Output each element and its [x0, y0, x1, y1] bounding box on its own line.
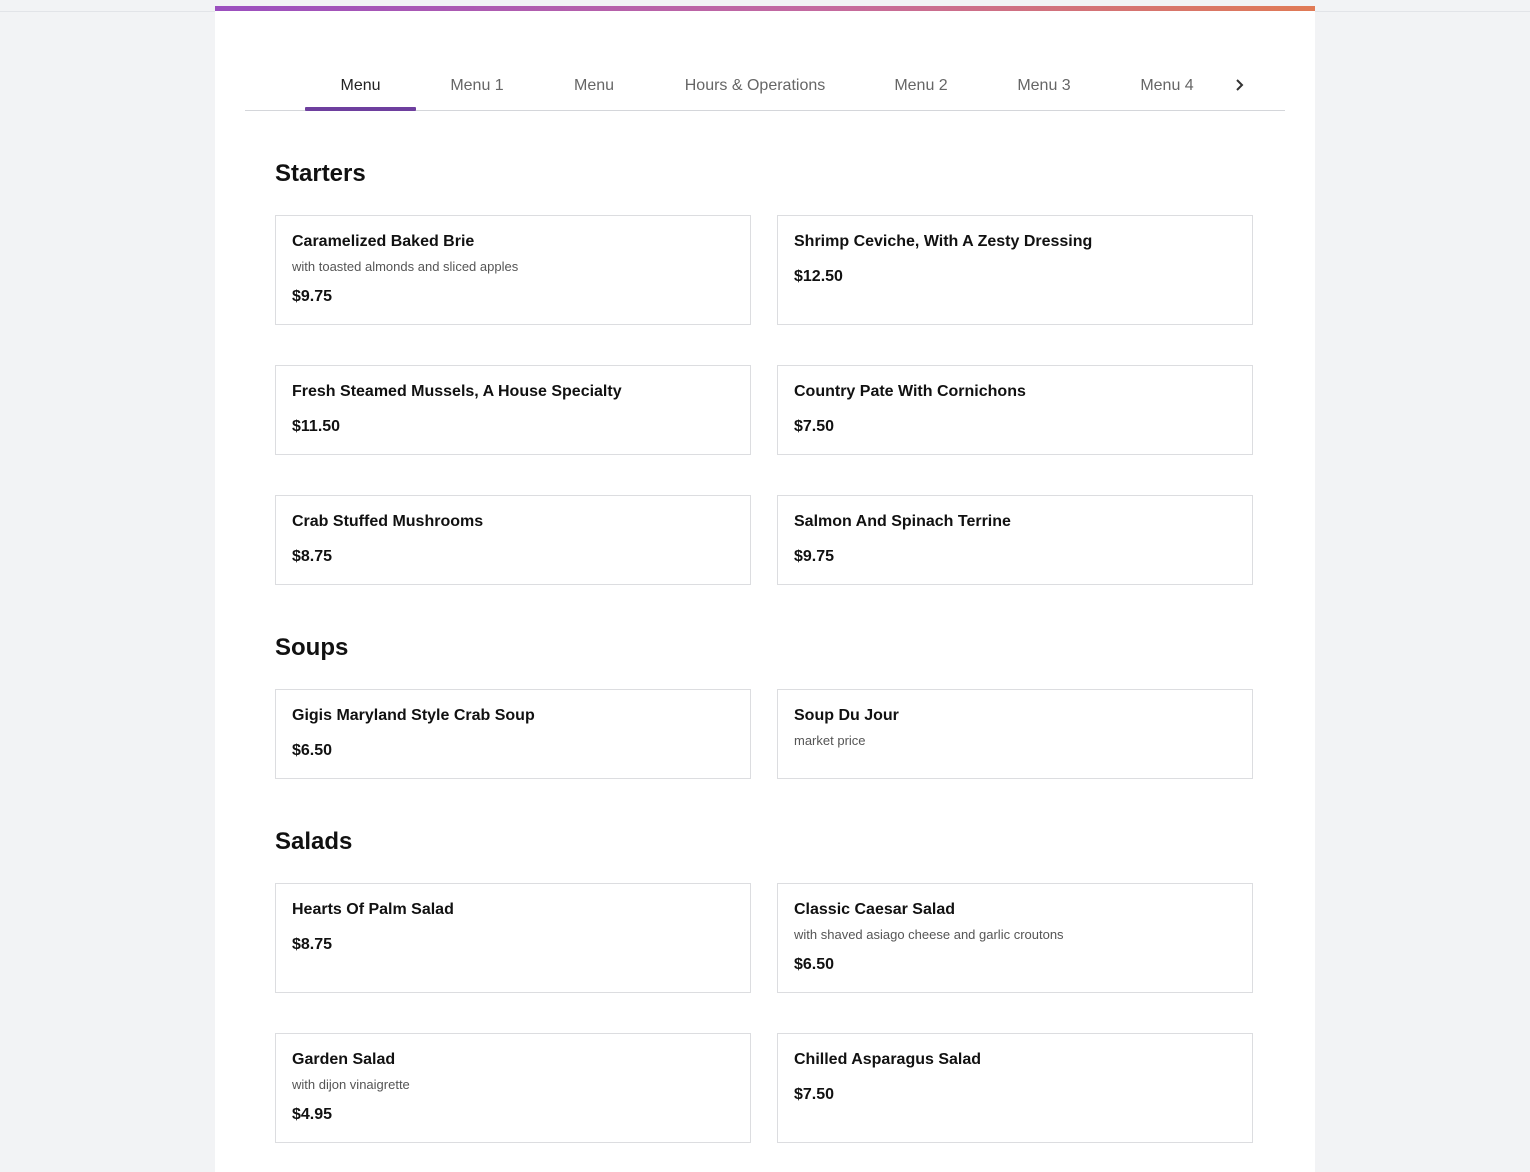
tab-menu-3[interactable]: Menu 3: [1017, 77, 1071, 94]
item-name: Soup Du Jour: [794, 707, 899, 724]
menu-item: [275, 215, 751, 325]
item-price: $6.50: [794, 956, 835, 973]
tab-menu-alt[interactable]: Menu: [573, 77, 615, 94]
tabs-scroll-right-button[interactable]: [1225, 74, 1255, 98]
menu-item: [275, 689, 751, 779]
tab-menu-1[interactable]: Menu 1: [450, 77, 504, 94]
item-description: with dijon vinaigrette: [292, 1077, 410, 1092]
menu-item: [777, 365, 1253, 455]
menu-item: [275, 495, 751, 585]
menu-container: [215, 6, 1315, 1172]
item-price: $9.75: [292, 288, 333, 305]
menu-tabs: [245, 66, 1285, 111]
item-price: $7.50: [794, 418, 835, 435]
item-description: with shaved asiago cheese and garlic croutons: [794, 927, 1064, 942]
item-name: Chilled Asparagus Salad: [794, 1051, 982, 1068]
menu-item: [777, 689, 1253, 779]
item-name: Classic Caesar Salad: [794, 901, 955, 918]
menu-item: [275, 1033, 751, 1143]
item-price: $11.50: [292, 418, 341, 435]
tab-menu[interactable]: Menu: [305, 66, 416, 110]
tab-menu-2[interactable]: Menu 2: [894, 77, 948, 94]
menu-item: [275, 365, 751, 455]
menu-item: [777, 215, 1253, 325]
menu-item: [777, 1033, 1253, 1143]
item-price: $6.50: [292, 742, 333, 759]
item-description: with toasted almonds and sliced apples: [292, 259, 519, 274]
tab-hours-operations[interactable]: Hours & Operations: [684, 77, 826, 94]
item-price: $8.75: [292, 936, 333, 953]
item-name: Caramelized Baked Brie: [292, 233, 475, 250]
section-title-salads: Salads: [275, 828, 353, 855]
tab-menu-4[interactable]: Menu 4: [1140, 77, 1194, 94]
item-name: Hearts Of Palm Salad: [292, 901, 454, 918]
item-price: $7.50: [794, 1086, 835, 1103]
menu-item: [275, 883, 751, 993]
item-name: Garden Salad: [292, 1051, 396, 1068]
section-title-starters: Starters: [275, 160, 366, 187]
item-name: Country Pate With Cornichons: [794, 383, 1026, 400]
item-price: $4.95: [292, 1106, 333, 1123]
item-name: Salmon And Spinach Terrine: [794, 513, 1011, 530]
item-description: market price: [794, 733, 866, 748]
item-price: $9.75: [794, 548, 835, 565]
item-name: Fresh Steamed Mussels, A House Specialty: [292, 383, 622, 400]
item-price: $12.50: [794, 268, 843, 285]
menu-item: [777, 883, 1253, 993]
item-price: $8.75: [292, 548, 333, 565]
section-title-soups: Soups: [275, 634, 349, 661]
item-name: Shrimp Ceviche, With A Zesty Dressing: [794, 233, 1093, 250]
item-name: Gigis Maryland Style Crab Soup: [292, 707, 535, 724]
menu-item: [777, 495, 1253, 585]
chevron-right-icon: [1235, 78, 1245, 92]
accent-bar: [215, 6, 1315, 11]
item-name: Crab Stuffed Mushrooms: [292, 513, 484, 530]
